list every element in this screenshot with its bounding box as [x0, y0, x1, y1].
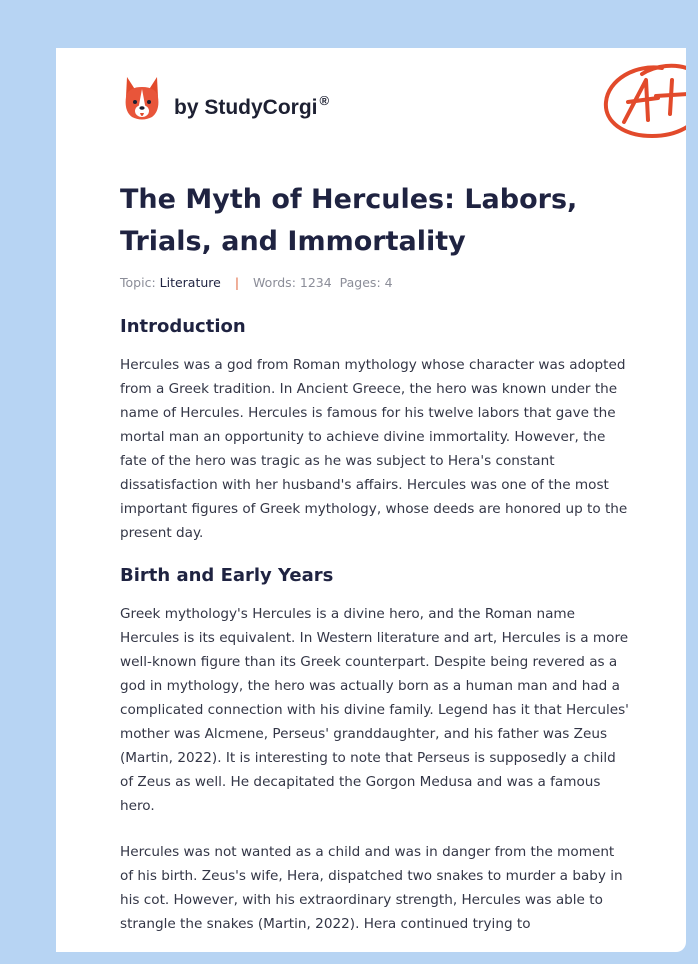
page-title: The Myth of Hercules: Labors, Trials, and Immortality: [120, 184, 578, 257]
page-count: Pages: 4: [339, 275, 393, 290]
brand-name[interactable]: by StudyCorgi ®: [174, 93, 330, 119]
registered-mark: ®: [319, 93, 330, 108]
paragraph: Greek mythology's Hercules is a divine hero, and the Roman name Hercules is its equivalent. In Western literature and art, Hercules is a more well-known figure than its Greek counterpart. Despite being revered as a god in mythology, the hero was actually born as a human man and had a complicated connection with his divine family. Legend has it that Hercules' mother was Alcmene, Perseus' granddaughter, and his father was Zeus (Martin, 2022). It is interesting to note that Perseus is supposedly a child of Zeus as well. He decapitated the Gorgon Medusa and was a famous hero.: [120, 606, 629, 814]
document-page: [56, 48, 686, 952]
meta-separator: |: [234, 275, 240, 290]
topic-label: Topic:: [120, 275, 156, 290]
corgi-logo-icon[interactable]: [122, 75, 162, 121]
a-plus-grade-icon: [600, 56, 686, 140]
section-heading-birth: Birth and Early Years: [120, 565, 334, 586]
topic-link[interactable]: Literature: [159, 275, 221, 290]
meta-info: [120, 275, 630, 290]
section-heading-introduction: Introduction: [120, 316, 246, 337]
word-count: Words: 1234: [253, 275, 332, 290]
paragraph: Hercules was not wanted as a child and was in danger from the moment of his birth. Zeus's wife, Hera, dispatched two snakes to murder a baby in his cot. However, with his extraordinary strength, Hercules was able to strangle the snakes (Martin, 2022). Hera continued trying to: [120, 844, 623, 932]
paragraph: Hercules was a god from Roman mythology whose character was adopted from a Greek tradition. In Ancient Greece, the hero was known under the name of Hercules. Hercules is famous for his twelve labors that gave the mortal man an opportunity to achieve divine immortality. However, the fate of the hero was tragic as he was subject to Hera's constant dissatisfaction with her husband's affairs. Hercules was one of the most important figures of Greek mythology, whose deeds are honored up to the present day.: [120, 357, 628, 541]
header: [120, 48, 630, 168]
